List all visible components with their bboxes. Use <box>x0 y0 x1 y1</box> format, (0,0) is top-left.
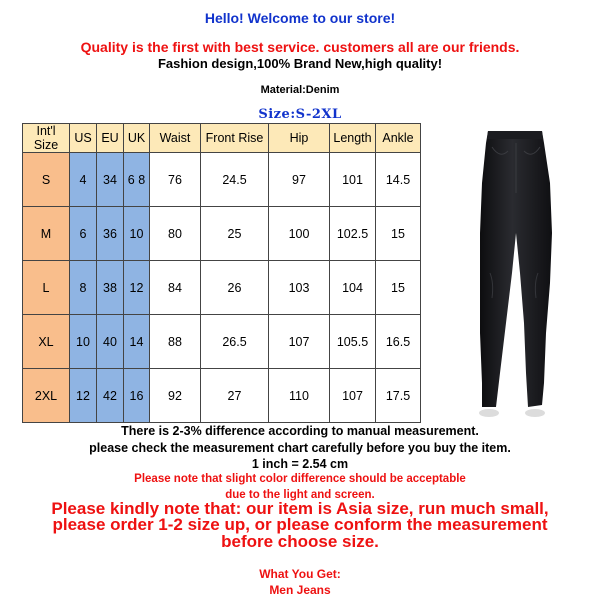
header-hip: Hip <box>269 124 330 153</box>
size-table-header-row <box>23 124 421 153</box>
front-rise-cell: 26.5 <box>201 315 269 369</box>
intl-size-cell: XL <box>23 315 70 369</box>
check-chart-note: please check the measurement chart carefully before you buy the item. <box>89 441 511 455</box>
ankle-cell: 14.5 <box>376 153 421 207</box>
hip-cell: 107 <box>269 315 330 369</box>
front-rise-cell: 26 <box>201 261 269 315</box>
header-eu: EU <box>97 124 124 153</box>
eu-size-cell: 34 <box>97 153 124 207</box>
intl-size-cell: L <box>23 261 70 315</box>
intl-size-cell: M <box>23 207 70 261</box>
size-range-label: Size:S-2XL <box>258 107 342 122</box>
header-waist: Waist <box>150 124 201 153</box>
waist-cell: 76 <box>150 153 201 207</box>
welcome-heading: Hello! Welcome to our store! <box>204 10 396 26</box>
length-cell: 105.5 <box>330 315 376 369</box>
size-chart-table <box>22 123 421 423</box>
hip-cell: 100 <box>269 207 330 261</box>
hip-cell: 103 <box>269 261 330 315</box>
us-size-cell: 10 <box>70 315 97 369</box>
eu-size-cell: 38 <box>97 261 124 315</box>
eu-size-cell: 40 <box>97 315 124 369</box>
header-length: Length <box>330 124 376 153</box>
ankle-cell: 17.5 <box>376 369 421 423</box>
package-item: Men Jeans <box>269 583 331 597</box>
material-label: Material:Denim <box>260 84 340 96</box>
front-rise-cell: 25 <box>201 207 269 261</box>
asia-size-warning-line1: Please kindly note that: our item is Asia size, run much small, <box>51 499 549 518</box>
waist-cell: 88 <box>150 315 201 369</box>
length-cell: 104 <box>330 261 376 315</box>
waist-cell: 84 <box>150 261 201 315</box>
jeans-photo <box>434 123 586 421</box>
asia-size-warning-line3: before choose size. <box>221 532 379 551</box>
uk-size-cell: 12 <box>124 261 150 315</box>
table-row <box>23 315 421 369</box>
uk-size-cell: 10 <box>124 207 150 261</box>
us-size-cell: 12 <box>70 369 97 423</box>
intl-size-cell: 2XL <box>23 369 70 423</box>
front-rise-cell: 27 <box>201 369 269 423</box>
table-row <box>23 261 421 315</box>
header-us: US <box>70 124 97 153</box>
ankle-cell: 16.5 <box>376 315 421 369</box>
waist-cell: 92 <box>150 369 201 423</box>
what-you-get-label: What You Get: <box>259 567 341 581</box>
header-intl-size: Int'l Size <box>23 124 70 153</box>
asia-size-warning-line2: please order 1-2 size up, or please conform the measurement <box>52 515 548 534</box>
hip-cell: 97 <box>269 153 330 207</box>
us-size-cell: 4 <box>70 153 97 207</box>
table-row <box>23 369 421 423</box>
fashion-tagline: Fashion design,100% Brand New,high quality! <box>157 56 443 71</box>
front-rise-cell: 24.5 <box>201 153 269 207</box>
eu-size-cell: 36 <box>97 207 124 261</box>
us-size-cell: 6 <box>70 207 97 261</box>
ankle-cell: 15 <box>376 261 421 315</box>
header-uk: UK <box>124 124 150 153</box>
header-front-rise: Front Rise <box>201 124 269 153</box>
us-size-cell: 8 <box>70 261 97 315</box>
table-row <box>23 207 421 261</box>
intl-size-cell: S <box>23 153 70 207</box>
ankle-cell: 15 <box>376 207 421 261</box>
uk-size-cell: 6 8 <box>124 153 150 207</box>
measurement-note: There is 2-3% difference according to manual measurement. <box>121 424 479 438</box>
quality-tagline: Quality is the first with best service. customers all are our friends. <box>80 39 520 55</box>
inch-conversion-note: 1 inch = 2.54 cm <box>251 457 349 471</box>
table-row <box>23 153 421 207</box>
color-difference-reason: due to the light and screen. <box>225 489 375 501</box>
uk-size-cell: 16 <box>124 369 150 423</box>
hip-cell: 110 <box>269 369 330 423</box>
length-cell: 107 <box>330 369 376 423</box>
waist-cell: 80 <box>150 207 201 261</box>
uk-size-cell: 14 <box>124 315 150 369</box>
length-cell: 101 <box>330 153 376 207</box>
header-ankle: Ankle <box>376 124 421 153</box>
length-cell: 102.5 <box>330 207 376 261</box>
eu-size-cell: 42 <box>97 369 124 423</box>
color-difference-note: Please note that slight color difference should be acceptable <box>134 473 466 485</box>
